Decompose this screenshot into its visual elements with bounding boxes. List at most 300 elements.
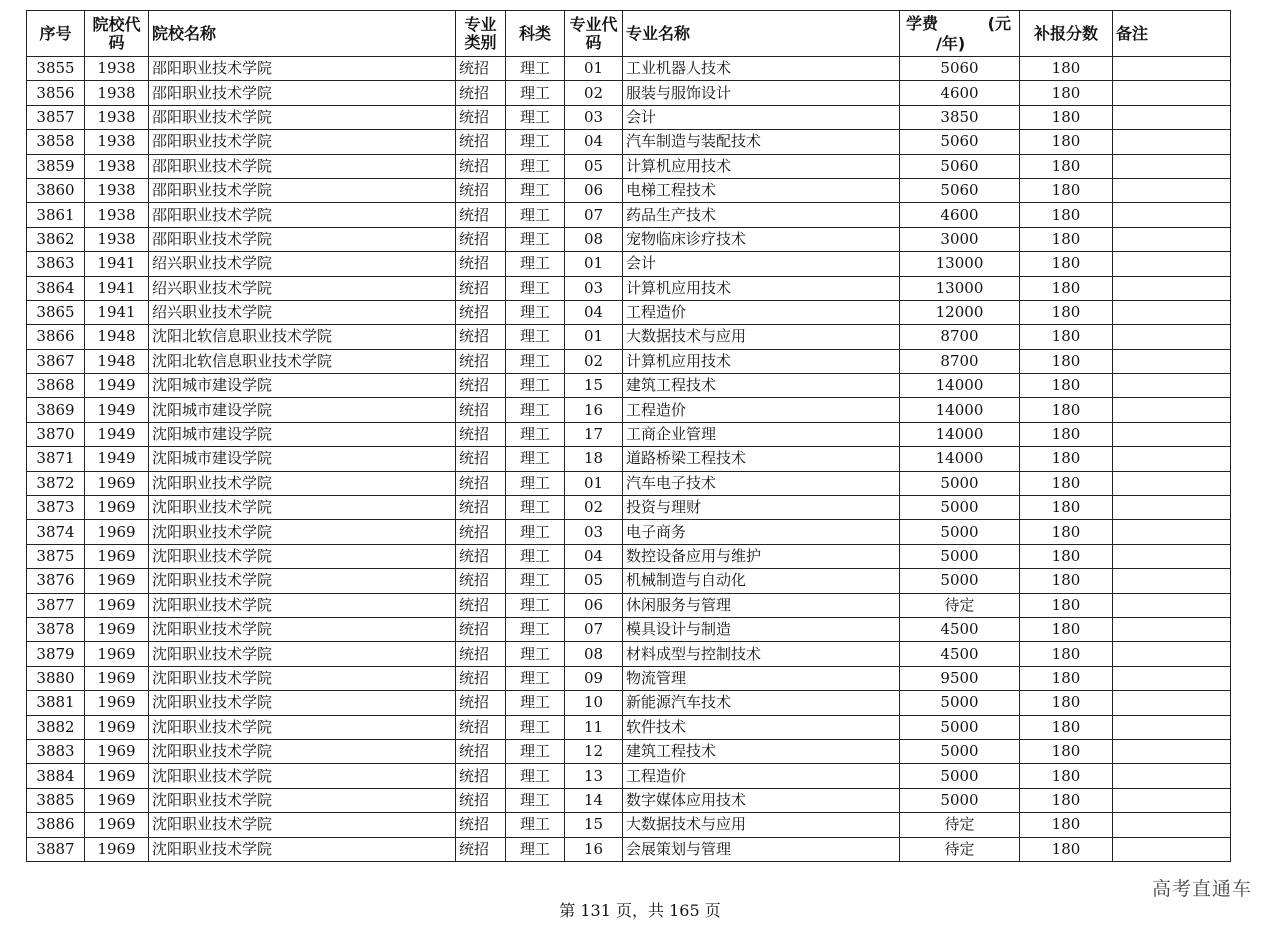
cell-major-name: 大数据技术与应用 <box>623 325 900 349</box>
table-row <box>27 203 1231 227</box>
cell-school-name: 沈阳城市建设学院 <box>149 422 456 446</box>
cell-major-code: 09 <box>565 666 623 690</box>
cell-seq: 3873 <box>27 496 85 520</box>
table-row <box>27 349 1231 373</box>
cell-school-name: 沈阳职业技术学院 <box>149 739 456 763</box>
cell-school-code: 1969 <box>85 666 149 690</box>
cell-subject: 理工 <box>506 544 565 568</box>
table-row <box>27 374 1231 398</box>
table-row <box>27 813 1231 837</box>
cell-score: 180 <box>1020 227 1113 251</box>
cell-major-type: 统招 <box>456 544 506 568</box>
cell-score: 180 <box>1020 178 1113 202</box>
cell-fee: 4500 <box>900 617 1020 641</box>
cell-school-code: 1949 <box>85 422 149 446</box>
cell-note <box>1113 520 1231 544</box>
cell-seq: 3867 <box>27 349 85 373</box>
cell-major-name: 材料成型与控制技术 <box>623 642 900 666</box>
cell-major-type: 统招 <box>456 325 506 349</box>
cell-subject: 理工 <box>506 471 565 495</box>
table-row <box>27 520 1231 544</box>
table-row <box>27 227 1231 251</box>
cell-subject: 理工 <box>506 593 565 617</box>
table-row <box>27 398 1231 422</box>
table-header <box>27 11 1231 57</box>
cell-major-code: 14 <box>565 788 623 812</box>
cell-score: 180 <box>1020 642 1113 666</box>
cell-major-type: 统招 <box>456 813 506 837</box>
cell-school-name: 沈阳城市建设学院 <box>149 374 456 398</box>
cell-fee: 待定 <box>900 813 1020 837</box>
cell-major-code: 08 <box>565 642 623 666</box>
cell-subject: 理工 <box>506 81 565 105</box>
cell-school-code: 1969 <box>85 691 149 715</box>
table-row <box>27 691 1231 715</box>
cell-major-code: 05 <box>565 154 623 178</box>
cell-fee: 4600 <box>900 203 1020 227</box>
cell-score: 180 <box>1020 398 1113 422</box>
cell-major-code: 16 <box>565 398 623 422</box>
cell-score: 180 <box>1020 666 1113 690</box>
cell-major-type: 统招 <box>456 471 506 495</box>
cell-major-name: 会计 <box>623 105 900 129</box>
cell-subject: 理工 <box>506 178 565 202</box>
cell-note <box>1113 252 1231 276</box>
cell-major-code: 04 <box>565 300 623 324</box>
cell-school-code: 1949 <box>85 374 149 398</box>
cell-score: 180 <box>1020 252 1113 276</box>
cell-fee: 9500 <box>900 666 1020 690</box>
cell-major-name: 工程造价 <box>623 764 900 788</box>
cell-subject: 理工 <box>506 764 565 788</box>
cell-subject: 理工 <box>506 227 565 251</box>
cell-major-type: 统招 <box>456 130 506 154</box>
cell-major-name: 计算机应用技术 <box>623 276 900 300</box>
cell-seq: 3882 <box>27 715 85 739</box>
cell-major-code: 16 <box>565 837 623 861</box>
cell-note <box>1113 398 1231 422</box>
cell-subject: 理工 <box>506 642 565 666</box>
cell-school-name: 沈阳职业技术学院 <box>149 569 456 593</box>
cell-seq: 3868 <box>27 374 85 398</box>
table-row <box>27 154 1231 178</box>
cell-note <box>1113 788 1231 812</box>
cell-school-name: 沈阳职业技术学院 <box>149 715 456 739</box>
cell-major-type: 统招 <box>456 617 506 641</box>
cell-note <box>1113 569 1231 593</box>
cell-school-name: 邵阳职业技术学院 <box>149 227 456 251</box>
table-row <box>27 715 1231 739</box>
cell-fee: 5000 <box>900 788 1020 812</box>
cell-seq: 3881 <box>27 691 85 715</box>
cell-fee: 5000 <box>900 544 1020 568</box>
cell-fee: 14000 <box>900 374 1020 398</box>
cell-school-code: 1941 <box>85 300 149 324</box>
cell-score: 180 <box>1020 593 1113 617</box>
cell-major-code: 03 <box>565 520 623 544</box>
cell-major-name: 工程造价 <box>623 300 900 324</box>
cell-fee: 4500 <box>900 642 1020 666</box>
cell-fee: 待定 <box>900 593 1020 617</box>
cell-major-code: 02 <box>565 349 623 373</box>
cell-major-code: 07 <box>565 203 623 227</box>
cell-school-name: 沈阳职业技术学院 <box>149 496 456 520</box>
cell-fee: 待定 <box>900 837 1020 861</box>
table-row <box>27 422 1231 446</box>
cell-fee: 5000 <box>900 569 1020 593</box>
cell-seq: 3874 <box>27 520 85 544</box>
cell-major-type: 统招 <box>456 447 506 471</box>
cell-major-name: 电梯工程技术 <box>623 178 900 202</box>
cell-note <box>1113 764 1231 788</box>
header-score: 补报分数 <box>1020 11 1113 57</box>
cell-note <box>1113 496 1231 520</box>
cell-major-name: 药品生产技术 <box>623 203 900 227</box>
cell-score: 180 <box>1020 544 1113 568</box>
cell-seq: 3864 <box>27 276 85 300</box>
cell-major-name: 机械制造与自动化 <box>623 569 900 593</box>
cell-school-name: 沈阳城市建设学院 <box>149 398 456 422</box>
cell-subject: 理工 <box>506 276 565 300</box>
admission-table <box>26 10 1231 862</box>
cell-major-name: 建筑工程技术 <box>623 374 900 398</box>
cell-school-name: 沈阳职业技术学院 <box>149 691 456 715</box>
cell-major-type: 统招 <box>456 642 506 666</box>
header-fee <box>900 11 1020 57</box>
table-row <box>27 739 1231 763</box>
cell-school-code: 1969 <box>85 520 149 544</box>
cell-major-code: 11 <box>565 715 623 739</box>
cell-score: 180 <box>1020 837 1113 861</box>
cell-major-code: 18 <box>565 447 623 471</box>
cell-school-name: 沈阳职业技术学院 <box>149 642 456 666</box>
cell-major-code: 15 <box>565 813 623 837</box>
cell-fee: 5000 <box>900 520 1020 544</box>
cell-note <box>1113 374 1231 398</box>
cell-major-name: 汽车电子技术 <box>623 471 900 495</box>
cell-school-code: 1969 <box>85 739 149 763</box>
cell-fee: 5060 <box>900 154 1020 178</box>
cell-seq: 3878 <box>27 617 85 641</box>
cell-major-name: 电子商务 <box>623 520 900 544</box>
cell-score: 180 <box>1020 154 1113 178</box>
table-row <box>27 325 1231 349</box>
cell-major-code: 06 <box>565 593 623 617</box>
cell-fee: 12000 <box>900 300 1020 324</box>
cell-fee: 14000 <box>900 422 1020 446</box>
cell-school-code: 1948 <box>85 349 149 373</box>
cell-note <box>1113 325 1231 349</box>
cell-school-code: 1941 <box>85 276 149 300</box>
cell-major-type: 统招 <box>456 788 506 812</box>
cell-score: 180 <box>1020 691 1113 715</box>
cell-major-type: 统招 <box>456 666 506 690</box>
header-major-type: 专业类别 <box>456 11 506 57</box>
cell-score: 180 <box>1020 447 1113 471</box>
cell-subject: 理工 <box>506 666 565 690</box>
cell-major-type: 统招 <box>456 154 506 178</box>
cell-subject: 理工 <box>506 203 565 227</box>
cell-school-name: 沈阳职业技术学院 <box>149 520 456 544</box>
cell-score: 180 <box>1020 471 1113 495</box>
cell-school-code: 1969 <box>85 496 149 520</box>
cell-school-name: 沈阳职业技术学院 <box>149 764 456 788</box>
cell-subject: 理工 <box>506 569 565 593</box>
cell-major-code: 01 <box>565 57 623 81</box>
cell-fee: 5000 <box>900 691 1020 715</box>
cell-major-code: 01 <box>565 325 623 349</box>
cell-major-name: 数控设备应用与维护 <box>623 544 900 568</box>
cell-major-code: 17 <box>565 422 623 446</box>
cell-major-type: 统招 <box>456 81 506 105</box>
watermark-text: 高考直通车 <box>1151 878 1252 900</box>
cell-subject: 理工 <box>506 349 565 373</box>
cell-school-name: 邵阳职业技术学院 <box>149 203 456 227</box>
cell-school-code: 1969 <box>85 544 149 568</box>
cell-fee: 5000 <box>900 739 1020 763</box>
cell-note <box>1113 544 1231 568</box>
cell-subject: 理工 <box>506 325 565 349</box>
cell-major-type: 统招 <box>456 178 506 202</box>
cell-fee: 3850 <box>900 105 1020 129</box>
cell-subject: 理工 <box>506 105 565 129</box>
cell-school-code: 1938 <box>85 81 149 105</box>
cell-major-type: 统招 <box>456 227 506 251</box>
cell-school-code: 1948 <box>85 325 149 349</box>
cell-major-type: 统招 <box>456 398 506 422</box>
cell-school-code: 1969 <box>85 617 149 641</box>
cell-note <box>1113 447 1231 471</box>
header-fee-unit-a: (元 <box>987 14 1011 33</box>
cell-school-name: 邵阳职业技术学院 <box>149 130 456 154</box>
table-row <box>27 178 1231 202</box>
cell-school-code: 1938 <box>85 178 149 202</box>
cell-major-name: 工程造价 <box>623 398 900 422</box>
cell-school-name: 沈阳职业技术学院 <box>149 617 456 641</box>
cell-score: 180 <box>1020 105 1113 129</box>
cell-major-code: 02 <box>565 81 623 105</box>
cell-note <box>1113 666 1231 690</box>
cell-seq: 3870 <box>27 422 85 446</box>
cell-major-type: 统招 <box>456 739 506 763</box>
cell-major-code: 01 <box>565 471 623 495</box>
cell-subject: 理工 <box>506 837 565 861</box>
cell-score: 180 <box>1020 374 1113 398</box>
cell-school-code: 1941 <box>85 252 149 276</box>
header-school-name: 院校名称 <box>149 11 456 57</box>
cell-major-name: 休闲服务与管理 <box>623 593 900 617</box>
cell-school-name: 沈阳职业技术学院 <box>149 666 456 690</box>
cell-school-name: 沈阳北软信息职业技术学院 <box>149 325 456 349</box>
cell-school-name: 绍兴职业技术学院 <box>149 252 456 276</box>
header-major-name: 专业名称 <box>623 11 900 57</box>
table-row <box>27 544 1231 568</box>
table-body <box>27 57 1231 862</box>
table-row <box>27 81 1231 105</box>
cell-subject: 理工 <box>506 398 565 422</box>
cell-school-name: 沈阳职业技术学院 <box>149 837 456 861</box>
cell-major-name: 计算机应用技术 <box>623 349 900 373</box>
cell-major-code: 05 <box>565 569 623 593</box>
cell-major-name: 数字媒体应用技术 <box>623 788 900 812</box>
cell-seq: 3858 <box>27 130 85 154</box>
header-fee-unit-b: /年) <box>936 34 966 53</box>
cell-seq: 3884 <box>27 764 85 788</box>
cell-major-type: 统招 <box>456 57 506 81</box>
cell-fee: 14000 <box>900 398 1020 422</box>
cell-fee: 8700 <box>900 325 1020 349</box>
header-major-code: 专业代码 <box>565 11 623 57</box>
cell-score: 180 <box>1020 57 1113 81</box>
cell-note <box>1113 276 1231 300</box>
cell-score: 180 <box>1020 715 1113 739</box>
cell-fee: 13000 <box>900 252 1020 276</box>
cell-fee: 5000 <box>900 496 1020 520</box>
cell-school-code: 1969 <box>85 642 149 666</box>
cell-fee: 5000 <box>900 715 1020 739</box>
table-row <box>27 496 1231 520</box>
cell-subject: 理工 <box>506 813 565 837</box>
cell-school-name: 沈阳职业技术学院 <box>149 593 456 617</box>
cell-note <box>1113 739 1231 763</box>
cell-seq: 3856 <box>27 81 85 105</box>
cell-note <box>1113 81 1231 105</box>
cell-school-name: 邵阳职业技术学院 <box>149 105 456 129</box>
cell-note <box>1113 617 1231 641</box>
cell-note <box>1113 471 1231 495</box>
table-row <box>27 447 1231 471</box>
table-row <box>27 593 1231 617</box>
cell-major-type: 统招 <box>456 374 506 398</box>
cell-major-type: 统招 <box>456 496 506 520</box>
cell-major-type: 统招 <box>456 520 506 544</box>
cell-score: 180 <box>1020 788 1113 812</box>
cell-note <box>1113 203 1231 227</box>
cell-note <box>1113 715 1231 739</box>
cell-subject: 理工 <box>506 422 565 446</box>
cell-school-code: 1969 <box>85 813 149 837</box>
cell-major-code: 12 <box>565 739 623 763</box>
table-row <box>27 300 1231 324</box>
cell-score: 180 <box>1020 422 1113 446</box>
cell-major-name: 新能源汽车技术 <box>623 691 900 715</box>
cell-note <box>1113 813 1231 837</box>
cell-subject: 理工 <box>506 715 565 739</box>
cell-school-code: 1969 <box>85 715 149 739</box>
table-row <box>27 276 1231 300</box>
cell-subject: 理工 <box>506 154 565 178</box>
cell-seq: 3866 <box>27 325 85 349</box>
cell-school-code: 1938 <box>85 154 149 178</box>
cell-note <box>1113 130 1231 154</box>
cell-seq: 3862 <box>27 227 85 251</box>
cell-score: 180 <box>1020 813 1113 837</box>
cell-note <box>1113 349 1231 373</box>
cell-score: 180 <box>1020 325 1113 349</box>
cell-school-code: 1938 <box>85 227 149 251</box>
cell-major-type: 统招 <box>456 764 506 788</box>
cell-note <box>1113 57 1231 81</box>
cell-major-name: 会展策划与管理 <box>623 837 900 861</box>
header-subject: 科类 <box>506 11 565 57</box>
table-row <box>27 252 1231 276</box>
cell-school-code: 1938 <box>85 57 149 81</box>
cell-subject: 理工 <box>506 252 565 276</box>
cell-seq: 3879 <box>27 642 85 666</box>
cell-major-code: 02 <box>565 496 623 520</box>
cell-fee: 5060 <box>900 130 1020 154</box>
table-row <box>27 130 1231 154</box>
cell-major-code: 01 <box>565 252 623 276</box>
cell-note <box>1113 837 1231 861</box>
cell-major-type: 统招 <box>456 349 506 373</box>
table-row <box>27 642 1231 666</box>
cell-fee: 5060 <box>900 57 1020 81</box>
cell-seq: 3869 <box>27 398 85 422</box>
cell-fee: 8700 <box>900 349 1020 373</box>
cell-subject: 理工 <box>506 691 565 715</box>
cell-score: 180 <box>1020 81 1113 105</box>
cell-school-name: 绍兴职业技术学院 <box>149 276 456 300</box>
cell-major-code: 08 <box>565 227 623 251</box>
cell-major-name: 会计 <box>623 252 900 276</box>
cell-major-code: 13 <box>565 764 623 788</box>
cell-fee: 3000 <box>900 227 1020 251</box>
cell-major-name: 工业机器人技术 <box>623 57 900 81</box>
header-fee-label: 学费 <box>906 14 939 33</box>
header-note: 备注 <box>1113 11 1231 57</box>
cell-seq: 3855 <box>27 57 85 81</box>
cell-school-name: 邵阳职业技术学院 <box>149 57 456 81</box>
cell-school-code: 1969 <box>85 764 149 788</box>
cell-score: 180 <box>1020 300 1113 324</box>
cell-subject: 理工 <box>506 447 565 471</box>
cell-score: 180 <box>1020 617 1113 641</box>
cell-subject: 理工 <box>506 374 565 398</box>
cell-score: 180 <box>1020 130 1113 154</box>
cell-fee: 5000 <box>900 764 1020 788</box>
cell-note <box>1113 691 1231 715</box>
cell-major-name: 道路桥梁工程技术 <box>623 447 900 471</box>
cell-score: 180 <box>1020 203 1113 227</box>
cell-seq: 3865 <box>27 300 85 324</box>
page-footer: 第 131 页，共 165 页 <box>559 901 721 920</box>
cell-major-code: 06 <box>565 178 623 202</box>
cell-school-code: 1949 <box>85 398 149 422</box>
cell-major-code: 03 <box>565 276 623 300</box>
cell-seq: 3885 <box>27 788 85 812</box>
cell-school-name: 沈阳城市建设学院 <box>149 447 456 471</box>
cell-major-code: 10 <box>565 691 623 715</box>
cell-fee: 14000 <box>900 447 1020 471</box>
cell-major-type: 统招 <box>456 422 506 446</box>
cell-seq: 3883 <box>27 739 85 763</box>
cell-major-name: 建筑工程技术 <box>623 739 900 763</box>
cell-subject: 理工 <box>506 130 565 154</box>
table-row <box>27 57 1231 81</box>
cell-score: 180 <box>1020 520 1113 544</box>
cell-major-type: 统招 <box>456 105 506 129</box>
cell-school-name: 沈阳职业技术学院 <box>149 813 456 837</box>
cell-subject: 理工 <box>506 520 565 544</box>
cell-subject: 理工 <box>506 496 565 520</box>
cell-major-code: 07 <box>565 617 623 641</box>
cell-note <box>1113 422 1231 446</box>
cell-score: 180 <box>1020 276 1113 300</box>
cell-major-code: 04 <box>565 130 623 154</box>
cell-fee: 13000 <box>900 276 1020 300</box>
cell-major-type: 统招 <box>456 252 506 276</box>
